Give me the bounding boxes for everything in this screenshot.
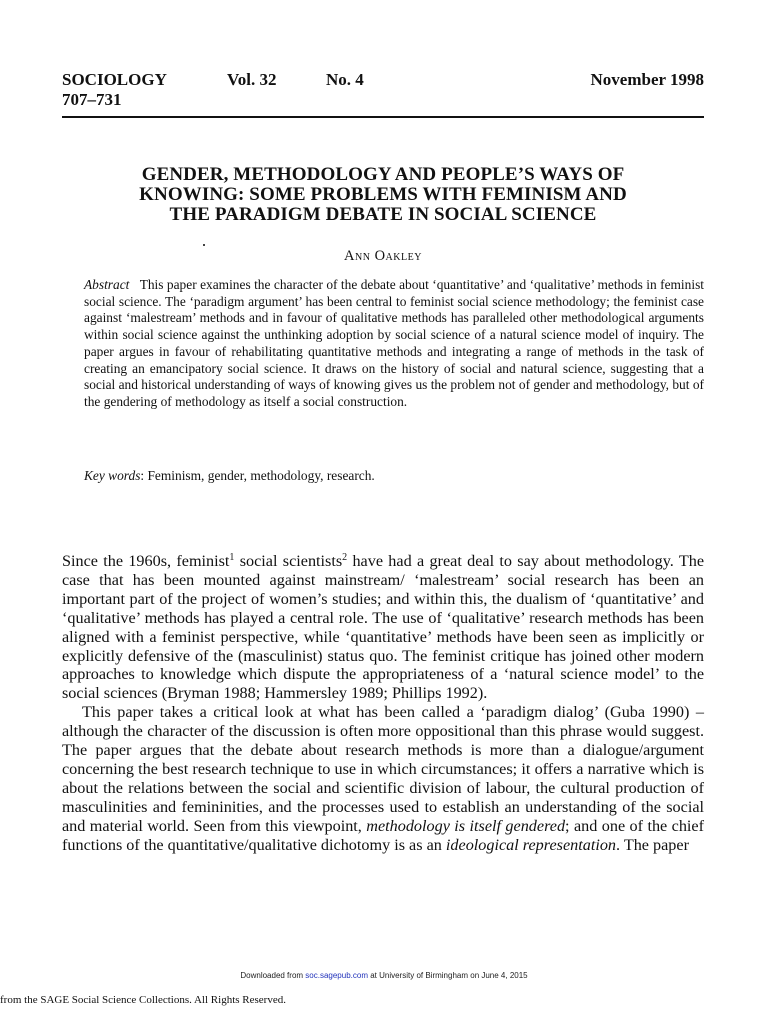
copyright-footer: from the SAGE Social Science Collections. All Rights Reserved. xyxy=(0,994,286,1006)
abstract xyxy=(84,277,704,411)
download-notice xyxy=(0,971,768,980)
journal-name: SOCIOLOGY xyxy=(62,70,167,89)
footnote-marker[interactable]: 2 xyxy=(342,552,348,563)
issue-number: No. 4 xyxy=(326,70,364,89)
emphasis-text: methodology is itself gendered xyxy=(366,816,566,835)
article-body xyxy=(62,552,704,855)
body-paragraph xyxy=(62,703,704,854)
author-name: Ann Oakley xyxy=(344,248,422,264)
body-text-run: social scientists xyxy=(234,552,343,570)
abstract-text: This paper examines the character of the debate about ‘quantitative’ and ‘qualitative’ methods in feminist social science. The ‘paradigm argument’ has been central to feminist social science methodology; the feminist case against ‘malestream’ methods and in favour of qualitative methods has paralleled other methodological arguments within social science against the unthinking adoption by social science of a natural science model of inquiry. The paper argues in favour of rehabilitating quantitative methods and integrating a range of methods in the task of creating an emancipatory social science. It draws on the history of social and natural science, suggesting that a social and historical understanding of ways of knowing gives us the problem not of gender and methodology, but of the gendering of methodology as itself a social construction. xyxy=(84,277,705,409)
body-paragraph xyxy=(62,552,704,703)
header-rule xyxy=(62,116,704,118)
title-line: KNOWING: SOME PROBLEMS WITH FEMINISM AND xyxy=(139,184,627,205)
abstract-label: Abstract xyxy=(84,277,130,292)
page-range: 707–731 xyxy=(62,90,122,109)
journal-header xyxy=(62,70,704,109)
issue-date: November 1998 xyxy=(590,70,704,89)
body-text-run: . The paper xyxy=(616,835,689,854)
emphasis-text: ideological representation xyxy=(445,835,617,854)
download-suffix: at University of Birmingham on June 4, 2015 xyxy=(367,971,528,980)
article-title xyxy=(62,165,704,225)
download-prefix: Downloaded from xyxy=(240,971,306,980)
body-text-run: ; and one of the chief functions of the quantitative/qualitative dichotomy is as an xyxy=(62,816,704,854)
print-speck xyxy=(203,244,205,246)
title-line: GENDER, METHODOLOGY AND PEOPLE’S WAYS OF xyxy=(141,164,625,185)
body-text-run: This paper takes a critical look at what has been called a ‘paradigm dialog’ (Guba 1990) – although the character of the discussion is often more oppositional than this phrase would suggest. The paper argues that the debate about research methods is more than a dialogue/argument concerning the best research technique to use in which circumstances; it offers a narrative which is about the relations between the social and scientific division of labour, the cultural production of masculinities and femininities, and the processes used to establish an understanding of the social and material world. Seen from this viewpoint, xyxy=(62,703,704,835)
source-link[interactable]: soc.sagepub.com xyxy=(305,971,368,980)
title-line: THE PARADIGM DEBATE IN SOCIAL SCIENCE xyxy=(169,204,597,225)
body-text-run: Since the 1960s, feminist xyxy=(62,552,230,570)
keywords xyxy=(84,467,704,484)
footnote-marker[interactable]: 1 xyxy=(229,552,235,563)
keywords-label: Key words xyxy=(84,468,141,483)
keywords-text: : Feminism, gender, methodology, research. xyxy=(140,468,375,483)
volume-number: Vol. 32 xyxy=(227,70,277,89)
body-text-run: have had a great deal to say about methodology. The case that has been mounted against mainstream/ ‘malestream’ social research has been an important part of the project of women’s studies; and within this, the dualism of ‘quantitative’ and ‘qualitative’ methods has played a central role. The use of ‘qualitative’ research methods has been aligned with a feminist perspective, while ‘quantitative’ methods have been seen as implicitly or explicitly defensive of the (masculinist) status quo. The feminist critique has joined other modern approaches to knowledge which dispute the appropriateness of a ‘natural science model’ to the social sciences (Bryman 1988; Hammersley 1989; Phillips 1992). xyxy=(62,552,705,703)
